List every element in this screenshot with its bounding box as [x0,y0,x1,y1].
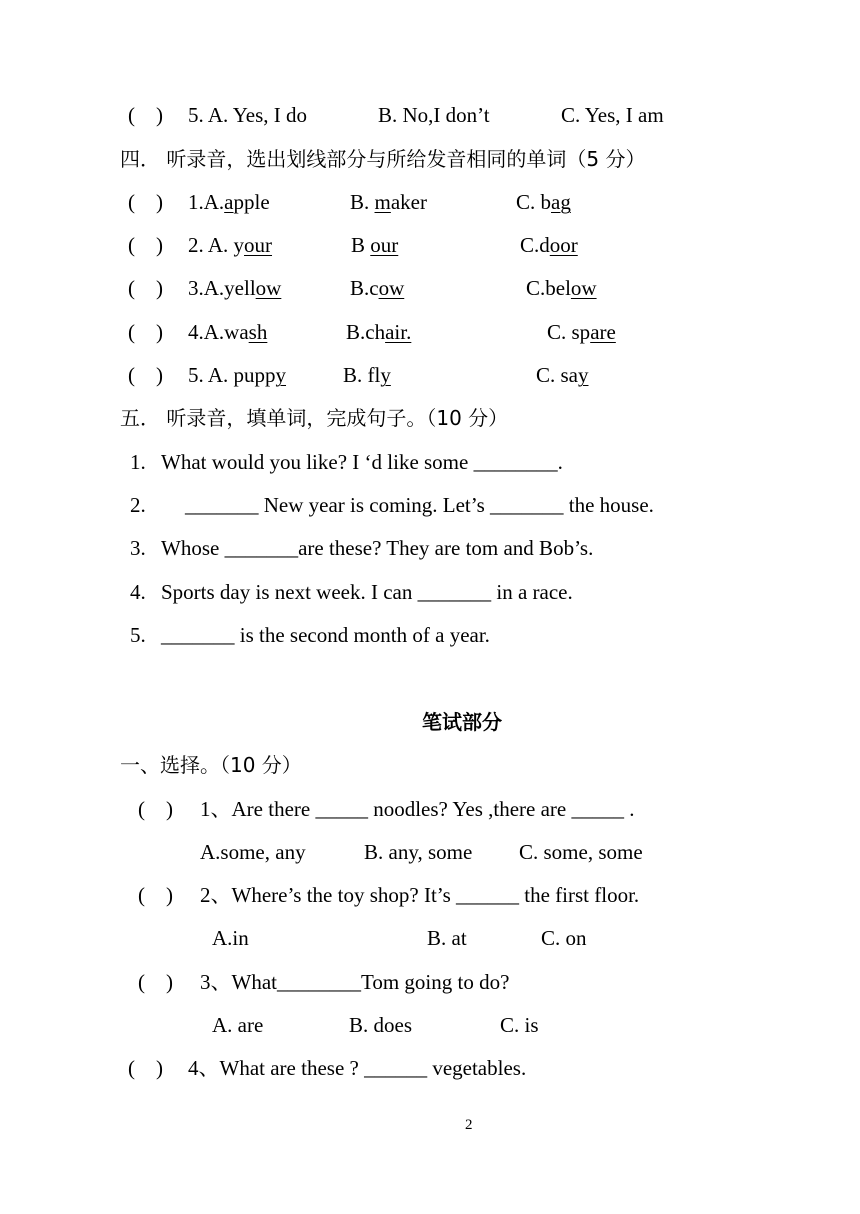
option-b: B.chair. [346,320,412,344]
option-b: B. fly [343,363,391,387]
answer-bracket: ( ) [128,233,163,257]
option-b: B. maker [350,190,427,214]
sentence-text: _______ is the second month of a year. [161,623,490,647]
answer-bracket: ( ) [128,1056,163,1080]
option-a: 2. A. your [188,233,273,257]
option-c: C. on [541,926,587,950]
written-section-title: 笔试部分 [422,710,502,734]
option-c: C.below [526,276,597,300]
question-stem: 4、What are these ? ______ vegetables. [188,1056,527,1080]
sentence-text: Sports day is next week. I can _______ in a race. [161,580,573,604]
question-stem: 3、What________Tom going to do? [200,970,510,994]
sentence-text: What would you like? I ‘d like some ________. [161,450,563,474]
sentence-number: 4. [130,580,146,604]
option-b: B. does [349,1013,412,1037]
option-a: A. are [212,1013,264,1037]
choice-section-title: 一、选择。（10 分） [120,753,302,777]
answer-bracket: ( ) [128,276,163,300]
sentence-text: Whose _______are these? They are tom and Bob’s. [161,536,594,560]
answer-bracket: ( ) [128,363,163,387]
answer-bracket: ( ) [128,320,163,344]
option-b: B. No,I don’t [378,103,490,127]
option-a: 5. A. puppy [188,363,287,387]
phonics-item-4 [128,317,728,347]
option-c: C. Yes, I am [561,103,664,127]
page-number: 2 [465,1117,473,1133]
sentence-number: 5. [130,623,146,647]
answer-bracket: ( ) [128,190,163,214]
answer-bracket: ( ) [138,883,173,907]
phonics-item-2 [128,230,728,260]
option-c: C. spare [547,320,616,344]
answer-bracket: ( ) [128,103,163,127]
phonics-item-3 [128,273,728,303]
choice-options-1 [200,837,680,867]
section-5-title: 五． 听录音，填单词，完成句子。（10 分） [120,406,509,430]
question-stem: 1、Are there _____ noodles? Yes ,there are _____ . [200,797,635,821]
sentence-number: 1. [130,450,146,474]
sentence-number: 3. [130,536,146,560]
option-b: B our [351,233,399,257]
answer-bracket: ( ) [138,970,173,994]
option-c: C. say [536,363,589,387]
option-c: C. bag [516,190,571,214]
option-c: C. is [500,1013,539,1037]
sentence-text: _______ New year is coming. Let’s _______ the house. [185,493,654,517]
section-4-title: 四． 听录音，选出划线部分与所给发音相同的单词（5 分） [120,147,646,171]
option-b: B. any, some [364,840,473,864]
option-b: B. at [427,926,467,950]
option-a: 4.A.wash [188,320,268,344]
option-c: C. some, some [519,840,643,864]
answer-bracket: ( ) [138,797,173,821]
phonics-item-5 [128,360,728,390]
phonics-item-1 [128,187,728,217]
option-a: 3.A.yellow [188,276,282,300]
option-a: A.some, any [200,840,306,864]
option-a: 1.A.apple [188,190,270,214]
option-a: A.in [212,926,249,950]
listening-item-5 [128,100,728,130]
question-stem: 5. A. Yes, I do [188,103,308,127]
choice-options-3 [212,1010,572,1040]
choice-options-2 [212,923,612,953]
sentence-number: 2. [130,493,146,517]
option-b: B.cow [350,276,405,300]
option-c: C.door [520,233,578,257]
question-stem: 2、Where’s the toy shop? It’s ______ the first floor. [200,883,640,907]
